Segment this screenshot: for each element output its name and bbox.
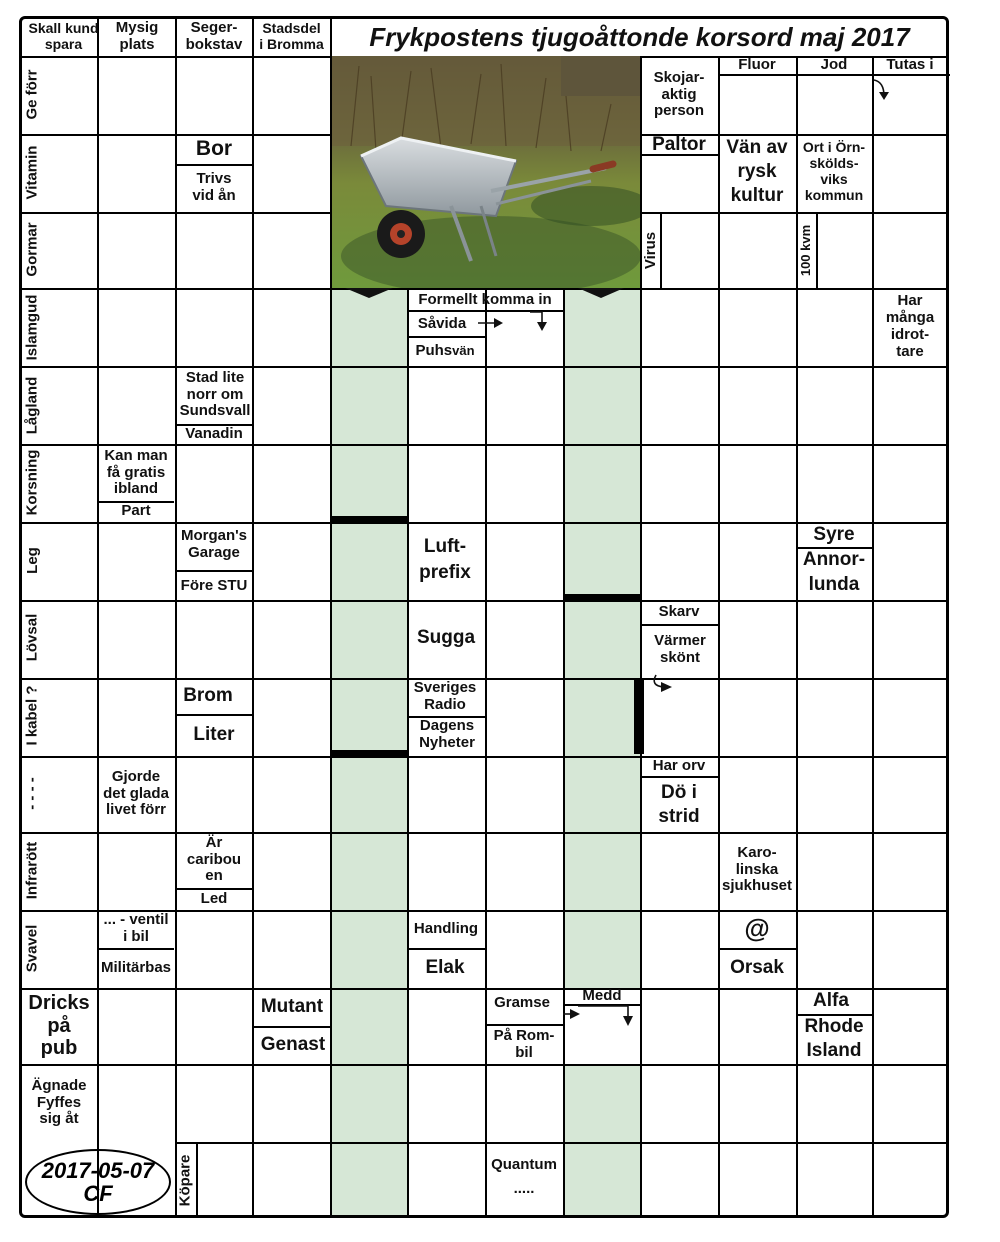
black-bar-2 xyxy=(563,594,640,602)
clue-led: Led xyxy=(200,889,228,907)
side-clue-text: Lågland xyxy=(23,376,41,434)
side-clue-7 xyxy=(21,599,43,677)
black-bar-3 xyxy=(331,750,407,758)
clue-mutant: Mutant xyxy=(260,996,324,1018)
clue-har-manga: Har många idrot- tare xyxy=(885,292,935,360)
side-clue-text: Ge förr xyxy=(23,69,41,120)
clue-medd: Medd xyxy=(582,986,622,1004)
clue-liter: Liter xyxy=(193,724,235,746)
van-text: vän xyxy=(452,342,475,358)
side-clue-4 xyxy=(21,366,43,444)
clue-syre: Syre xyxy=(813,524,855,546)
crossword-title: Frykpostens tjugoåttonde korsord maj 2017 xyxy=(369,21,910,52)
clue-van: Vän av rysk kultur xyxy=(726,137,788,206)
clue-virus: Virus xyxy=(642,231,660,269)
clue-morgan: Morgan's Garage xyxy=(180,527,248,561)
clue-gramse: Gramse xyxy=(494,993,550,1011)
side-clue-11 xyxy=(21,910,43,988)
clue-dots: ..... xyxy=(513,1179,535,1197)
side-clue-text: Korsning xyxy=(23,449,41,516)
clue-karo: Karo- linska sjukhuset xyxy=(721,843,793,895)
top-clue-seger: Seger- bokstav xyxy=(185,19,243,53)
clue-agnade: Ägnade Fyffes sig åt xyxy=(31,1076,87,1128)
clue-ar: Är caribou en xyxy=(186,833,242,885)
clue-kopare: Köpare xyxy=(176,1154,194,1206)
side-clue-3 xyxy=(21,289,43,367)
clue-militar: Militärbas xyxy=(100,958,172,976)
date-oval xyxy=(25,1149,171,1215)
clue-brom: Brom xyxy=(183,685,233,707)
clue-ventil: ... - ventil i bil xyxy=(103,911,169,945)
clue-trivs: Trivs vid ån xyxy=(192,170,236,204)
clue-sveriges: Sveriges Radio xyxy=(413,679,477,713)
side-clue-text: Leg xyxy=(23,547,41,574)
top-clue-mysig: Mysig plats xyxy=(115,19,159,53)
side-clue-text: Lövsal xyxy=(23,614,41,662)
clue-quantum: Quantum xyxy=(491,1155,557,1173)
side-clue-5 xyxy=(21,444,43,522)
clue-savida: Såvida xyxy=(417,314,467,332)
clue-varmer: Värmer skönt xyxy=(654,632,706,666)
clue-gjorde: Gjorde det glada livet förr xyxy=(103,767,169,819)
side-clue-text: Svavel xyxy=(23,924,41,973)
clue-bor: Bor xyxy=(195,137,233,161)
clue-sugga: Sugga xyxy=(416,627,476,649)
clue-orsak: Orsak xyxy=(730,957,784,979)
top-clue-jod: Jod xyxy=(820,55,848,73)
side-clue-text: I kabel ? xyxy=(23,685,41,746)
clue-paltor: Paltor xyxy=(652,134,706,156)
black-bar-4 xyxy=(634,678,644,754)
clue-har-orv: Har orv xyxy=(652,756,706,774)
top-clue-tutas: Tutas i xyxy=(886,55,934,73)
clue-handling: Handling xyxy=(413,919,479,937)
clue-rhode: Rhode Island xyxy=(804,1016,864,1061)
top-clue-stadsdel: Stadsdel i Bromma xyxy=(259,20,324,52)
clue-skarv: Skarv xyxy=(658,602,700,620)
clue-puhsvan xyxy=(407,338,483,364)
clue-part: Part xyxy=(121,501,151,519)
clue-ort: Ort i Örn- skölds- viks kommun xyxy=(802,138,866,204)
clue-alfa: Alfa xyxy=(813,990,849,1012)
clue-dagens: Dagens Nyheter xyxy=(419,717,475,751)
clue-formellt: Formellt komma in xyxy=(418,290,552,308)
side-clue-1 xyxy=(21,134,43,212)
clue-vanadin: Vanadin xyxy=(185,424,243,442)
side-clue-text: Infrarött xyxy=(23,842,41,900)
side-clue-2 xyxy=(21,211,43,289)
side-clue-10 xyxy=(21,832,43,910)
clue-pa-rom: På Rom- bil xyxy=(493,1027,555,1061)
clue-genast: Genast xyxy=(260,1034,326,1056)
clue-dricks: Dricks på pub xyxy=(28,992,90,1060)
side-clue-text: Gormar xyxy=(23,222,41,278)
side-clue-text: - - - - xyxy=(23,776,41,810)
side-clue-text: Vitamin xyxy=(23,145,41,200)
side-clue-9 xyxy=(21,754,43,832)
clue-at: @ xyxy=(744,913,770,944)
puhs-text: Puhs xyxy=(415,341,453,359)
side-clue-8 xyxy=(21,677,43,755)
clue-skojar: Skojar- aktig person xyxy=(653,68,705,120)
clue-kan-man: Kan man få gratis ibland xyxy=(104,446,168,498)
side-clue-6 xyxy=(21,522,43,600)
top-clue-fluor: Fluor xyxy=(738,55,776,73)
clue-stad: Stad lite norr om Sundsvall xyxy=(179,368,251,420)
initials-text: CF xyxy=(83,1181,113,1206)
side-clue-text: Islamgud xyxy=(23,294,41,361)
side-clue-0 xyxy=(21,56,43,134)
clue-fore: Före STU xyxy=(180,576,248,594)
clue-100kvm: 100 kvm xyxy=(798,224,814,276)
clue-annor: Annor- lunda xyxy=(802,549,866,595)
black-bar-1 xyxy=(331,516,407,524)
clue-luft: Luft- prefix xyxy=(419,536,471,583)
top-clue-skall: Skall kund spara xyxy=(28,20,99,52)
date-text: 2017-05-07 xyxy=(41,1157,155,1183)
clue-do: Dö i strid xyxy=(658,782,700,827)
clue-elak: Elak xyxy=(425,957,465,979)
